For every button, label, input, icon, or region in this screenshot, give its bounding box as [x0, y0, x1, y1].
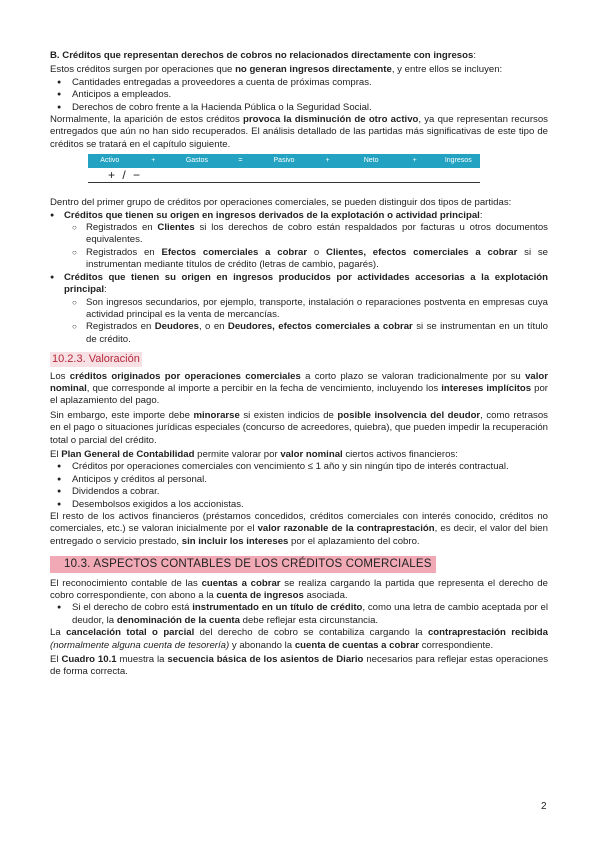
- valoracion-heading: 10.2.3. Valoración: [52, 353, 140, 366]
- first-group-list: [50, 210, 548, 346]
- valoracion-list: [50, 461, 548, 511]
- accounting-equation-bar: [88, 154, 480, 168]
- sub-list-item: ○ Registrados en Efectos comerciales a cobrar o Clientes, efectos comerciales a cobrar si se instrumentan mediante títulos de crédito (letras de cambio, pagarés).: [50, 247, 548, 272]
- valoracion-p2: Sin embargo, este importe debe minorarse si existen indicios de posible insolvencia del deudor, como retrasos en el pago o situaciones jurídicas especiales (concurso de acreedores, quiebra), que pueden impedir la recuperación total o parcial del crédito.: [50, 409, 548, 446]
- sub-list-item: ○ Son ingresos secundarios, por ejemplo, transporte, instalación o reparaciones postventa en empresas cuya actividad principal es la venta de mercancías.: [50, 297, 548, 322]
- list-item: ● Anticipos y créditos al personal.: [50, 474, 548, 486]
- equation-cell: Ingresos: [444, 157, 472, 165]
- list-item: ● Derechos de cobro frente a la Hacienda Pública o la Seguridad Social.: [50, 102, 548, 114]
- section-b-list: [50, 77, 548, 114]
- section-b-normally: Normalmente, la aparición de estos créditos provoca la disminución de otro activo, ya que representan recursos entregados que aún no han sido recuperados. El análisis detallado de las partidas más significativas de este tipo de créditos se tratará en el capítulo siguiente.: [50, 114, 548, 150]
- valoracion-p1: Los créditos originados por operaciones comerciales a corto plazo se valoran tradicionalmente por su valor nominal, que corresponde al importe a percibir en la fecha de vencimiento, incluyendo los intereses implícitos por el aplazamiento del pago.: [50, 370, 549, 407]
- list-item: ● Créditos que tienen su origen en ingresos derivados de la explotación o actividad principal: ○ Registrados en Clientes si los derechos de cobro están respaldados por facturas u otros documentos equivalentes. ○ Registrados en Efectos comerciales a cobrar o Clientes, efectos comerciales a cobrar si se instrumentan mediante títulos de crédito (letras de cambio, pagarés).: [50, 210, 548, 272]
- aspectos-p2: La cancelación total o parcial del derecho de cobro se contabiliza cargando la contraprestación recibida (normalmente alguna cuenta de tesorería) y abonando la cuenta de cuentas a cobrar correspondiente.: [50, 627, 548, 651]
- sub-list-item: ○ Registrados en Clientes si los derechos de cobro están respaldados por facturas u otros documentos equivalentes.: [50, 222, 548, 247]
- first-group-intro: Dentro del primer grupo de créditos por operaciones comerciales, se pueden distinguir dos tipos de partidas:: [50, 197, 512, 209]
- list-item: ● Anticipos a empleados.: [50, 89, 548, 101]
- equation-cell: +: [412, 157, 417, 165]
- section-b-intro: Estos créditos surgen por operaciones que no generan ingresos directamente, y entre ellos se incluyen:: [50, 64, 503, 76]
- sub-list-item: ○ Registrados en Deudores, o en Deudores, efectos comerciales a cobrar si se instrumentan en un título de crédito.: [50, 321, 548, 346]
- equation-cell: Gastos: [185, 157, 208, 165]
- list-item: ● Desembolsos exigidos a los accionistas.: [50, 499, 548, 511]
- list-item: ● Créditos por operaciones comerciales con vencimiento ≤ 1 año y sin ningún tipo de interés contractual.: [50, 461, 548, 473]
- section-b-heading: B. Créditos que representan derechos de cobros no relacionados directamente con ingresos:: [50, 50, 476, 61]
- list-item: ● Si el derecho de cobro está instrumentado en un título de crédito, como una letra de cambio aceptada por el deudor, la denominación de la cuenta debe reflejar esta circunstancia.: [50, 602, 548, 627]
- equation-cell: Neto: [363, 157, 379, 165]
- list-item: ● Dividendos a cobrar.: [50, 486, 548, 498]
- valoracion-p4: El resto de los activos financieros (préstamos concedidos, créditos comerciales con interés conocido, créditos no comerciales, etc.) se valoran inicialmente por el valor razonable de la contraprestación, es decir, el valor del bien entregado o servicio prestado, sin incluir los intereses por el aplazamiento del cobro.: [50, 511, 548, 547]
- page-number: 2: [541, 801, 547, 812]
- aspectos-list: [50, 602, 548, 627]
- aspectos-p3: El Cuadro 10.1 muestra la secuencia básica de los asientos de Diario necesarios para reflejar estas operaciones de forma correcta.: [50, 654, 549, 678]
- document-page: [50, 50, 548, 681]
- equation-cell: =: [238, 157, 243, 165]
- list-item: ● Cantidades entregadas a proveedores a cuenta de próximas compras.: [50, 77, 548, 89]
- aspectos-p1: El reconocimiento contable de las cuentas a cobrar se realiza cargando la partida que representa el derecho de cobro correspondiente, con abono a la cuenta de ingresos asociada.: [50, 577, 548, 602]
- list-item: ● Créditos que tienen su origen en ingresos producidos por actividades accesorias a la explotación principal: ○ Son ingresos secundarios, por ejemplo, transporte, instalación o reparaciones postventa en empresas cuya actividad principal es la venta de mercancías. ○ Registrados en Deudores, o en Deudores, efectos comerciales a cobrar si se instrumentan en un título de crédito.: [50, 272, 548, 346]
- equation-cell: +: [325, 157, 330, 165]
- equation-cell: +: [151, 157, 156, 165]
- equation-signs: + / −: [108, 168, 143, 183]
- equation-cell: Activo: [100, 157, 120, 165]
- equation-cell: Pasivo: [273, 157, 295, 165]
- aspectos-heading: 10.3. ASPECTOS CONTABLES DE LOS CRÉDITOS COMERCIALES: [50, 556, 436, 572]
- valoracion-p3: El Plan General de Contabilidad permite valorar por valor nominal ciertos activos financieros:: [50, 448, 458, 460]
